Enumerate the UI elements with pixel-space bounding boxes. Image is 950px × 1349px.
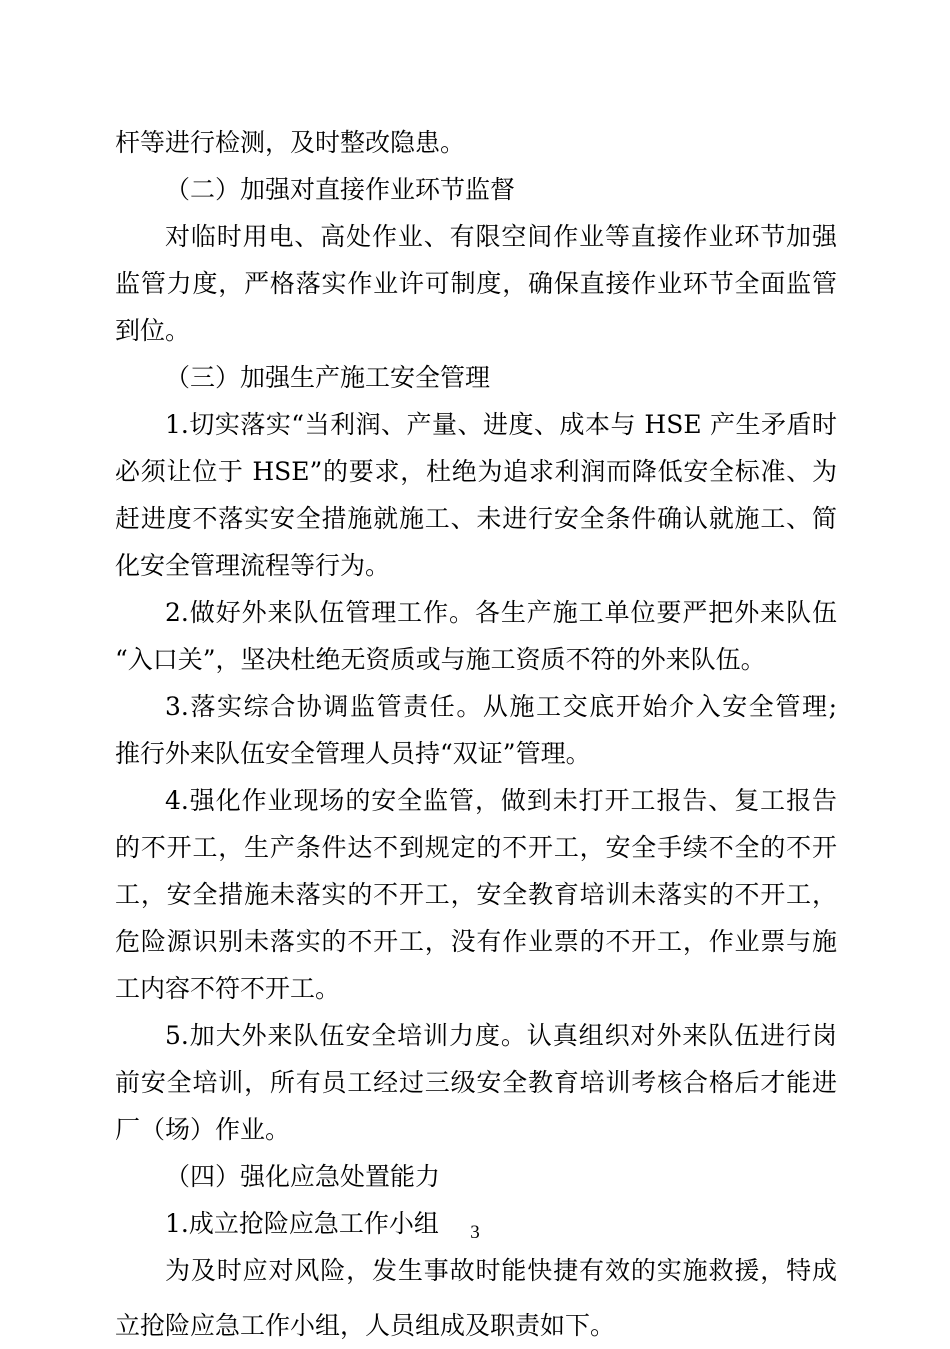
paragraph-line: 5.加大外来队伍安全培训力度。认真组织对外来队伍进行岗 bbox=[165, 1021, 837, 1050]
paragraph-line: 危险源识别未落实的不开工，没有作业票的不开工，作业票与施 bbox=[115, 927, 837, 956]
paragraph-line: 杆等进行检测，及时整改隐患。 bbox=[115, 128, 466, 157]
paragraph-line: 化安全管理流程等行为。 bbox=[115, 551, 391, 580]
page-number: 3 bbox=[470, 1222, 480, 1243]
line-gap bbox=[115, 1294, 837, 1302]
paragraph-line: 的不开工，生产条件达不到规定的不开工，安全手续不全的不开 bbox=[115, 833, 837, 862]
paragraph-line: 厂（场）作业。 bbox=[115, 1115, 291, 1144]
paragraph-line: 对临时用电、高处作业、有限空间作业等直接作业环节加强 bbox=[165, 222, 837, 251]
paragraph-line: “入口关”，坚决杜绝无资质或与施工资质不符的外来队伍。 bbox=[115, 645, 766, 674]
paragraph-line: 3.落实综合协调监管责任。从施工交底开始介入安全管理; bbox=[165, 692, 837, 721]
document-body bbox=[115, 119, 837, 1349]
paragraph-line: 赶进度不落实安全措施就施工、未进行安全条件确认就施工、简 bbox=[115, 504, 837, 533]
paragraph-line: 工，安全措施未落实的不开工，安全教育培训未落实的不开工， bbox=[115, 880, 837, 909]
section-heading-4: （四）强化应急处置能力 bbox=[165, 1162, 441, 1191]
section-heading-3: （三）加强生产施工安全管理 bbox=[165, 363, 491, 392]
paragraph-line: 为及时应对风险，发生事故时能快捷有效的实施救援，特成 bbox=[165, 1256, 837, 1285]
subsection-heading: 1.成立抢险应急工作小组 bbox=[165, 1209, 439, 1238]
paragraph-line: 监管力度，严格落实作业许可制度，确保直接作业环节全面监管 bbox=[115, 269, 837, 298]
paragraph-line: 1.切实落实“当利润、产量、进度、成本与 HSE 产生矛盾时 bbox=[165, 410, 837, 439]
paragraph-line: 到位。 bbox=[115, 316, 191, 345]
paragraph-line: 推行外来队伍安全管理人员持“双证”管理。 bbox=[115, 739, 591, 768]
paragraph-line: 立抢险应急工作小组，人员组成及职责如下。 bbox=[115, 1311, 616, 1340]
paragraph-line: 4.强化作业现场的安全监管，做到未打开工报告、复工报告 bbox=[165, 786, 837, 815]
paragraph-line: 2.做好外来队伍管理工作。各生产施工单位要严把外来队伍 bbox=[165, 598, 837, 627]
paragraph-line: 必须让位于 HSE”的要求，杜绝为追求利润而降低安全标准、为 bbox=[115, 457, 837, 486]
paragraph-line: 工内容不符不开工。 bbox=[115, 974, 341, 1003]
section-heading-2: （二）加强对直接作业环节监督 bbox=[165, 175, 516, 204]
paragraph-line: 前安全培训，所有员工经过三级安全教育培训考核合格后才能进 bbox=[115, 1068, 837, 1097]
